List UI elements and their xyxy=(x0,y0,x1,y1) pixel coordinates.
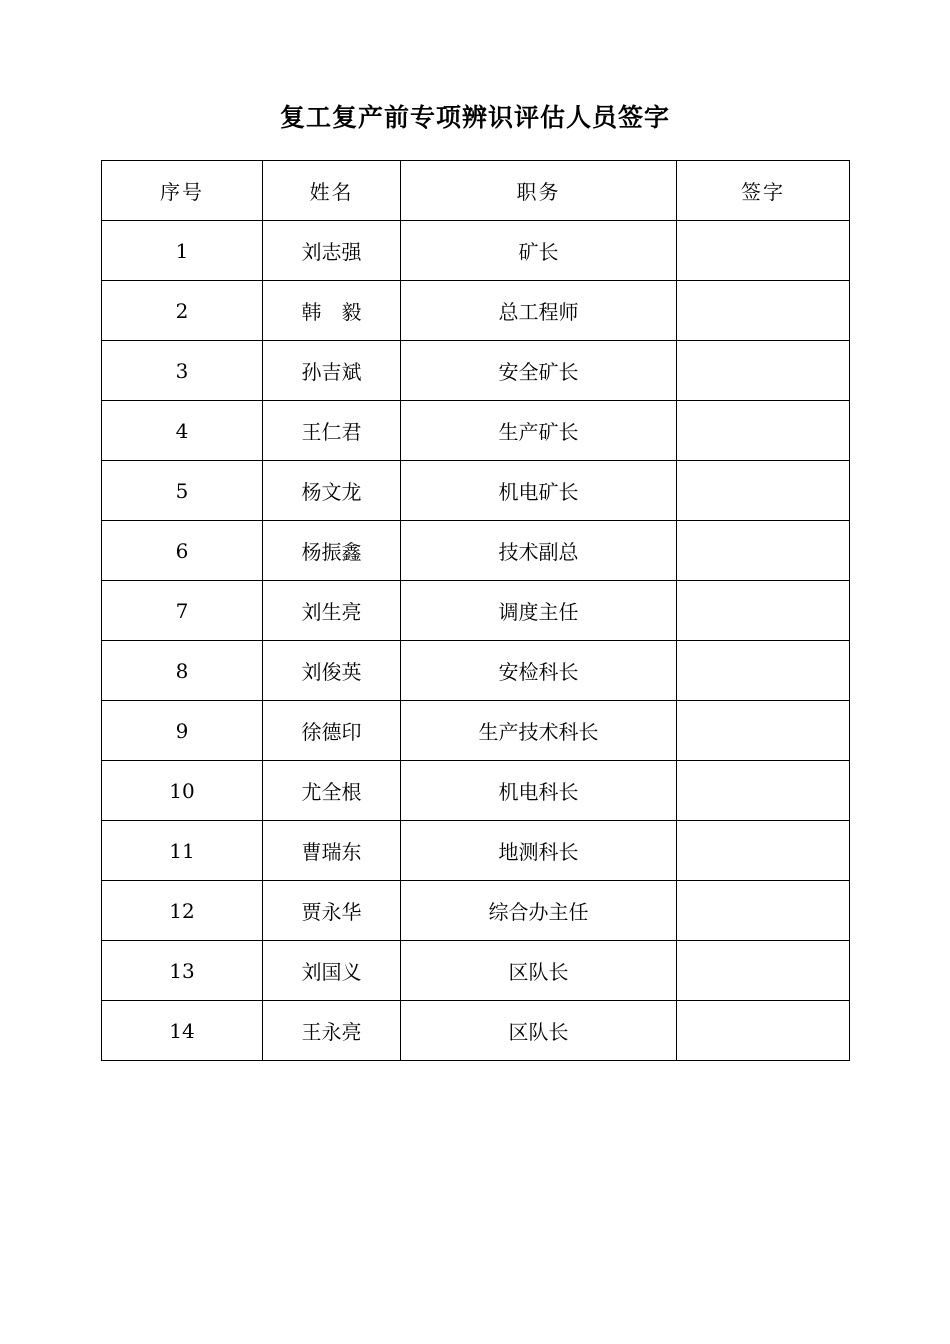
cell-sign[interactable] xyxy=(677,941,850,1001)
cell-sign[interactable] xyxy=(677,521,850,581)
cell-name: 刘志强 xyxy=(263,221,401,281)
cell-no: 10 xyxy=(102,761,263,821)
cell-sign[interactable] xyxy=(677,401,850,461)
cell-no: 12 xyxy=(102,881,263,941)
cell-name: 王仁君 xyxy=(263,401,401,461)
table-row xyxy=(102,701,850,761)
cell-name: 徐德印 xyxy=(263,701,401,761)
cell-name: 孙吉斌 xyxy=(263,341,401,401)
table-row xyxy=(102,881,850,941)
cell-name: 王永亮 xyxy=(263,1001,401,1061)
header-sign: 签字 xyxy=(677,161,850,221)
cell-role: 机电科长 xyxy=(401,761,677,821)
cell-role: 安全矿长 xyxy=(401,341,677,401)
cell-role: 生产矿长 xyxy=(401,401,677,461)
cell-sign[interactable] xyxy=(677,821,850,881)
table-row xyxy=(102,641,850,701)
cell-no: 13 xyxy=(102,941,263,1001)
header-no: 序号 xyxy=(102,161,263,221)
cell-role: 地测科长 xyxy=(401,821,677,881)
cell-name: 杨振鑫 xyxy=(263,521,401,581)
table-row xyxy=(102,1001,850,1061)
cell-sign[interactable] xyxy=(677,1001,850,1061)
cell-name: 刘俊英 xyxy=(263,641,401,701)
cell-name: 韩 毅 xyxy=(263,281,401,341)
table-row xyxy=(102,341,850,401)
cell-sign[interactable] xyxy=(677,581,850,641)
cell-no: 2 xyxy=(102,281,263,341)
cell-role: 生产技术科长 xyxy=(401,701,677,761)
header-name: 姓名 xyxy=(263,161,401,221)
table-row xyxy=(102,461,850,521)
cell-sign[interactable] xyxy=(677,641,850,701)
cell-role: 区队长 xyxy=(401,1001,677,1061)
cell-sign[interactable] xyxy=(677,881,850,941)
table-row xyxy=(102,521,850,581)
cell-no: 6 xyxy=(102,521,263,581)
cell-role: 区队长 xyxy=(401,941,677,1001)
cell-no: 1 xyxy=(102,221,263,281)
cell-name: 刘国义 xyxy=(263,941,401,1001)
cell-name: 尤全根 xyxy=(263,761,401,821)
cell-name: 杨文龙 xyxy=(263,461,401,521)
table-row xyxy=(102,401,850,461)
table-row xyxy=(102,821,850,881)
cell-no: 11 xyxy=(102,821,263,881)
cell-sign[interactable] xyxy=(677,761,850,821)
cell-no: 8 xyxy=(102,641,263,701)
cell-role: 综合办主任 xyxy=(401,881,677,941)
table-row xyxy=(102,221,850,281)
document-title: 复工复产前专项辨识评估人员签字 xyxy=(279,103,670,132)
table-row xyxy=(102,761,850,821)
cell-no: 9 xyxy=(102,701,263,761)
cell-role: 技术副总 xyxy=(401,521,677,581)
cell-sign[interactable] xyxy=(677,341,850,401)
cell-sign[interactable] xyxy=(677,221,850,281)
table-row xyxy=(102,281,850,341)
cell-name: 曹瑞东 xyxy=(263,821,401,881)
header-role: 职务 xyxy=(401,161,677,221)
table-row xyxy=(102,581,850,641)
cell-role: 机电矿长 xyxy=(401,461,677,521)
cell-role: 矿长 xyxy=(401,221,677,281)
cell-role: 安检科长 xyxy=(401,641,677,701)
cell-no: 4 xyxy=(102,401,263,461)
cell-name: 贾永华 xyxy=(263,881,401,941)
table-row xyxy=(102,941,850,1001)
table-header-row xyxy=(102,161,850,221)
cell-name: 刘生亮 xyxy=(263,581,401,641)
cell-no: 14 xyxy=(102,1001,263,1061)
signature-table xyxy=(101,160,850,1061)
cell-no: 5 xyxy=(102,461,263,521)
cell-role: 总工程师 xyxy=(401,281,677,341)
cell-no: 3 xyxy=(102,341,263,401)
cell-sign[interactable] xyxy=(677,281,850,341)
cell-no: 7 xyxy=(102,581,263,641)
cell-role: 调度主任 xyxy=(401,581,677,641)
cell-sign[interactable] xyxy=(677,461,850,521)
cell-sign[interactable] xyxy=(677,701,850,761)
